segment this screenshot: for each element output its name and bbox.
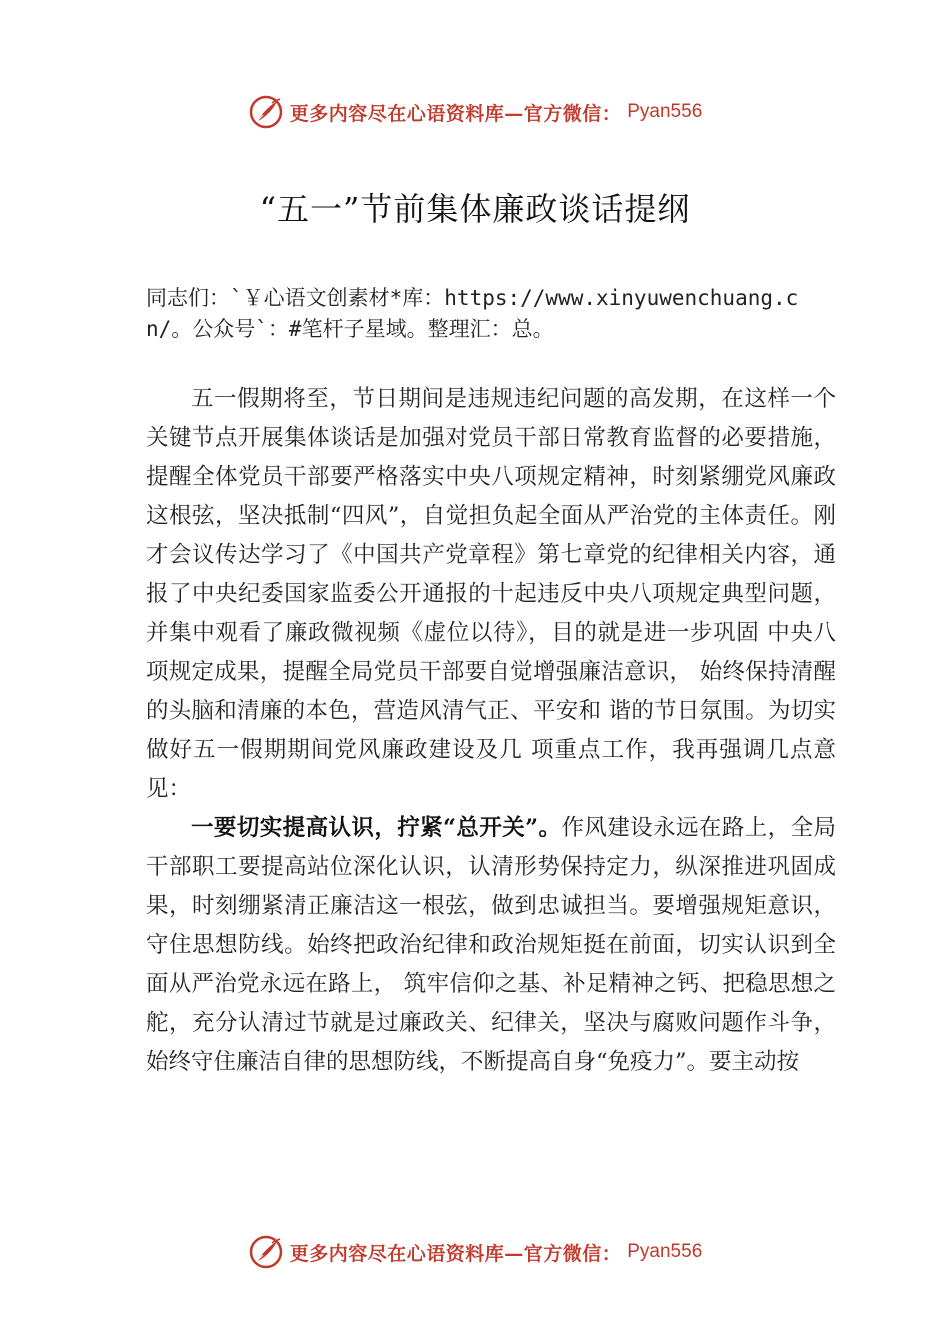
paragraph-lead: 一要切实提高认识，拧紧“总开关”。 <box>191 815 562 841</box>
document-body <box>146 380 836 1082</box>
banner-account: Pyan556 <box>627 1241 703 1262</box>
paragraph-intro <box>146 380 836 809</box>
quill-logo-icon <box>248 94 284 130</box>
banner-text: 更多内容尽在心语资料库—官方微信： <box>289 102 622 125</box>
quill-logo-icon <box>248 1234 284 1270</box>
banner-account: Pyan556 <box>627 101 703 122</box>
footer-banner <box>0 1232 950 1272</box>
paragraph-text: 五一假期将至，节日期间是违规违纪问题的高发期，在这样一个关键节点开展集体谈话是加强对党员干部日常教育监督的必要措施，提醒全体党员干部要严格落实中央八项规定精神，时刻紧绷党风廉政这根弦，坚决抵制“四风”，自觉担负起全面从严治党的主体责任。刚才会议传达学习了《中国共产党章程》第七章党的纪律相关内容，通报了中央纪委国家监委公开通报的十起违反中央八项规定典型问题， 并集中观看了廉政微视频《虚位以待》，目的就是进一步巩固 中央八项规定成果，提醒全局党员干部要自觉增强廉洁意识， 始终保持清醒的头脑和清廉的本色，营造风清气正、平安和 谐的节日氛围。为切实做好五一假期期间党风廉政建设及几 项重点工作，我再强调几点意见： <box>146 386 836 802</box>
banner-text: 更多内容尽在心语资料库—官方微信： <box>289 1242 622 1265</box>
salutation: 同志们：`￥心语文创素材*库：https://www.xinyuwenchuang.cn/。公众号`：#笔杆子星域。整理汇：总。 <box>146 286 799 341</box>
paragraph-text: 作风建设永远在路上，全局干部职工要提高站位深化认识，认清形势保持定力，纵深推进巩固成果，时刻绷紧清正廉洁这一根弦，做到忠诚担当。要增强规矩意识，守住思想防线。始终把政治纪律和政治规矩挺在前面，切实认识到全面从严治党永远在路上， 筑牢信仰之基、补足精神之钙、把稳思想之舵，充分认清过节就是过廉政关、纪律关，坚决与腐败问题作斗争，始终守住廉洁自律的思想防线，不断提高自身“免疫力”。要主动按 <box>146 815 836 1075</box>
header-banner <box>0 92 950 132</box>
document-title: “五一”节前集体廉政谈话提纲 <box>259 190 691 228</box>
paragraph-point-one <box>146 809 836 1082</box>
